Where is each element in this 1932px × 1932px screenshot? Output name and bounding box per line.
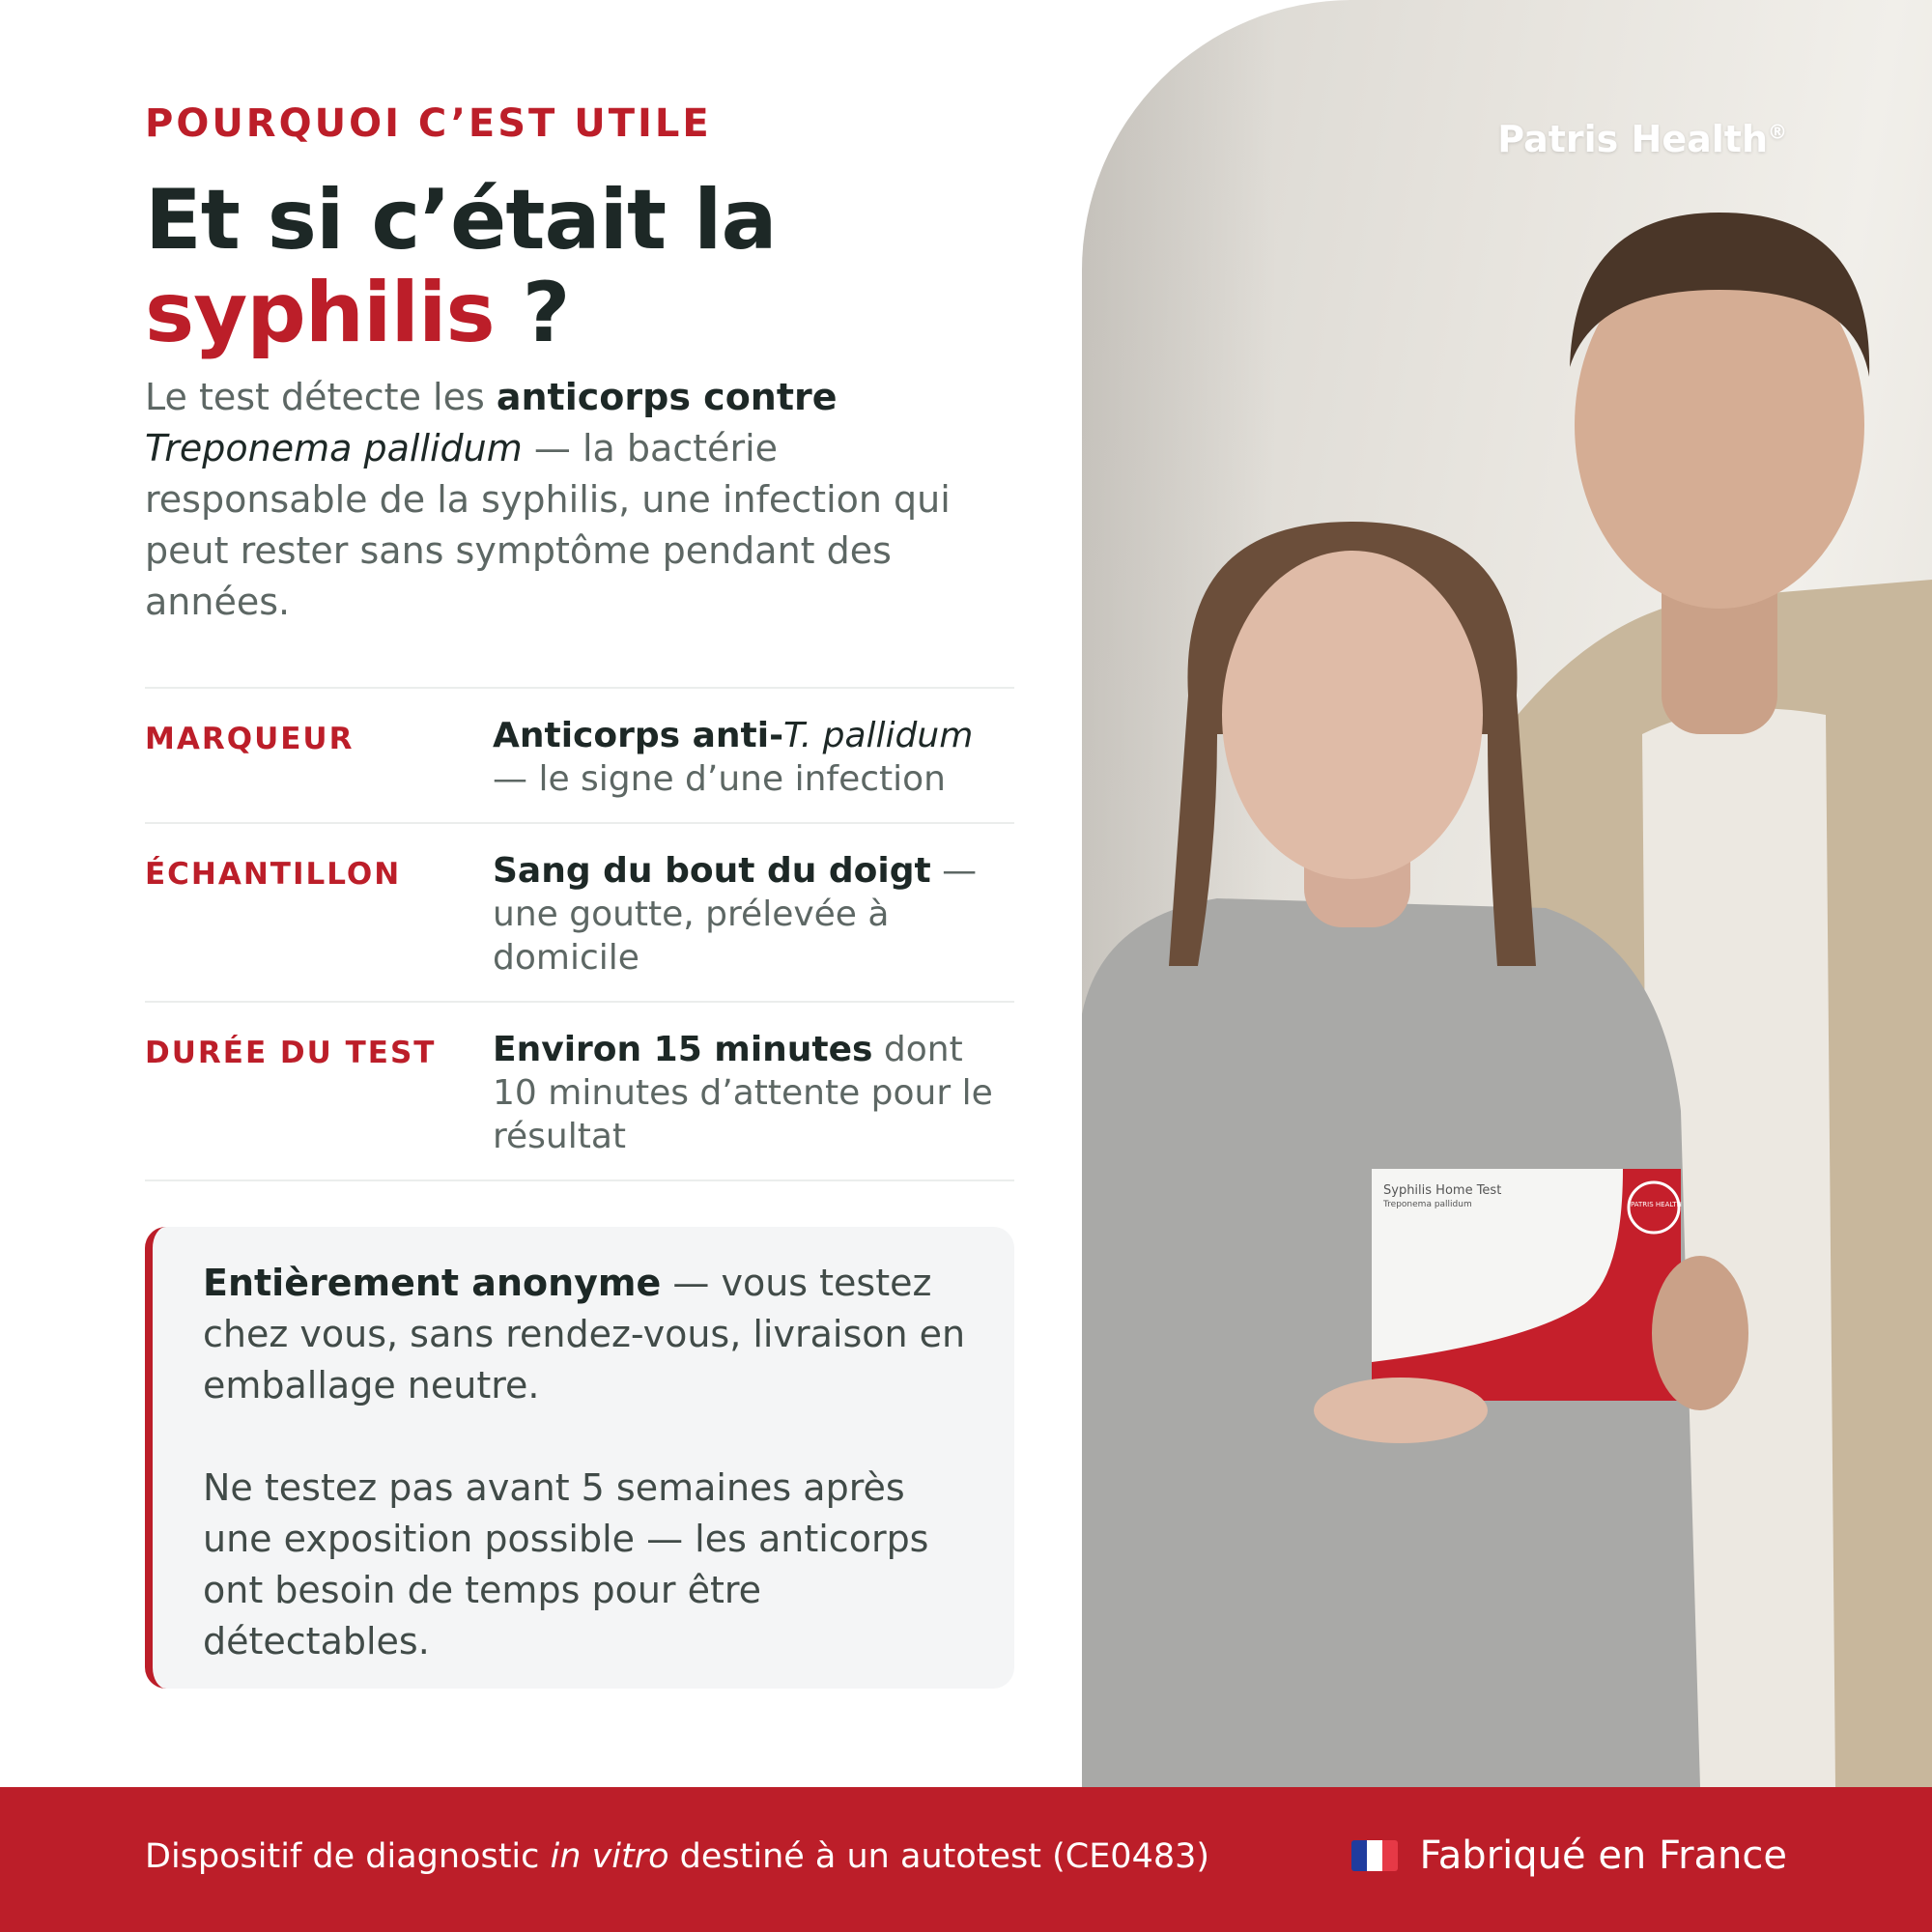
- intro-text-1: Le test détecte les: [145, 376, 497, 418]
- content-column: [145, 0, 1014, 1787]
- spec-table: [145, 687, 1014, 1181]
- spec-value: [493, 849, 1014, 980]
- footer-text-2: destiné à un autotest (CE0483): [668, 1837, 1210, 1876]
- couple-illustration: [1082, 0, 1932, 1787]
- woman-hand: [1314, 1378, 1488, 1443]
- spec-value-bold: Environ 15 minutes: [493, 1030, 873, 1069]
- spec-row-duree: [145, 1003, 1014, 1181]
- footer-text-1: Dispositif de diagnostic: [145, 1837, 551, 1876]
- intro-bold: anticorps contre: [496, 376, 838, 418]
- eyebrow: POURQUOI C’EST UTILE: [145, 101, 712, 146]
- brand-name: Patris Health: [1497, 118, 1768, 160]
- callout-paragraph-1: [203, 1258, 966, 1411]
- spec-value: [493, 1028, 1014, 1158]
- made-in-france: [1351, 1833, 1787, 1878]
- man-hand: [1652, 1256, 1748, 1410]
- box-logo: PATRIS HEALTH: [1631, 1201, 1682, 1208]
- spec-value-rest: — une goutte, prélevée à domicile: [493, 851, 978, 978]
- spec-value-rest: — le signe d’une infection: [493, 759, 946, 799]
- france-flag-icon: [1351, 1840, 1398, 1871]
- title-suffix: ?: [494, 265, 570, 361]
- title-accent: syphilis: [145, 265, 495, 361]
- spec-value: [493, 714, 1014, 801]
- intro-italic: Treponema pallidum: [145, 427, 523, 469]
- box-title: Syphilis Home Test: [1383, 1183, 1502, 1198]
- footer-bar: [0, 1787, 1932, 1932]
- couple-photo: [1082, 0, 1932, 1787]
- title-line1: Et si c’était la: [145, 172, 777, 269]
- intro-paragraph: [145, 372, 995, 628]
- spec-label: MARQUEUR: [145, 722, 355, 756]
- brand-logo: [1497, 118, 1787, 160]
- spec-value-italic: T. pallidum: [783, 716, 974, 755]
- callout-paragraph-2: Ne testez pas avant 5 semaines après une exposition possible — les anticorps ont besoin de temps pour être détectables.: [203, 1466, 929, 1662]
- spec-label: ÉCHANTILLON: [145, 857, 402, 892]
- footer-italic: in vitro: [550, 1837, 669, 1876]
- spec-row-marqueur: [145, 689, 1014, 824]
- spec-value-bold: Anticorps anti-: [493, 716, 784, 755]
- callout-bold: Entièrement anonyme: [203, 1262, 662, 1304]
- spec-value-bold: Sang du bout du doigt: [493, 851, 931, 891]
- spec-value-rest: dont 10 minutes d’attente pour le résultat: [493, 1030, 993, 1156]
- woman-face: [1222, 551, 1483, 879]
- footer-disclaimer: [145, 1837, 1209, 1876]
- anonymity-callout: [145, 1227, 1014, 1689]
- page-title: [145, 174, 777, 359]
- callout-text-1: — vous testez chez vous, sans rendez-vous, livraison en emballage neutre.: [203, 1262, 966, 1406]
- intro-text-2: — la bactérie responsable de la syphilis, une infection qui peut rester sans symptôme pendant des années.: [145, 427, 951, 623]
- box-subtitle: Treponema pallidum: [1383, 1200, 1472, 1209]
- spec-label: DURÉE DU TEST: [145, 1036, 437, 1070]
- spec-row-echantillon: [145, 824, 1014, 1003]
- made-in-france-label: Fabriqué en France: [1419, 1833, 1787, 1878]
- brand-mark: ®: [1768, 120, 1787, 144]
